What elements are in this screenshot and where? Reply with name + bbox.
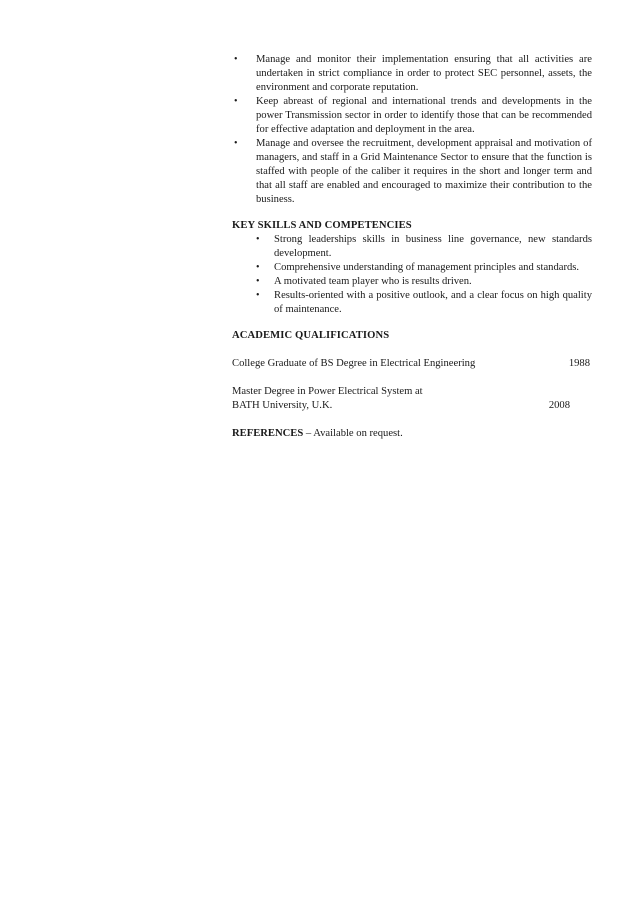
bullet-icon: •	[256, 290, 260, 301]
list-item	[232, 137, 592, 207]
skills-list	[232, 233, 592, 317]
bullet-icon: •	[256, 234, 260, 245]
list-item-text: Strong leaderships skills in business line governance, new standards development.	[274, 234, 592, 259]
responsibilities-list	[232, 53, 592, 207]
list-item	[232, 53, 592, 95]
bullet-icon: •	[234, 138, 238, 149]
list-item-text: A motivated team player who is results driven.	[274, 276, 472, 287]
qualification-masters	[232, 385, 592, 413]
qualification-institution: BATH University, U.K.	[232, 400, 333, 411]
list-item	[232, 233, 592, 261]
academic-heading: ACADEMIC QUALIFICATIONS	[232, 330, 390, 341]
list-item-text: Comprehensive understanding of management principles and standards.	[274, 262, 580, 273]
references-label: REFERENCES	[232, 428, 304, 439]
bullet-icon: •	[234, 54, 238, 65]
references	[232, 427, 592, 441]
list-item-text: Results-oriented with a positive outlook, and a clear focus on high quality of maintenance.	[274, 290, 592, 315]
list-item-text: Manage and monitor their implementation ensuring that all activities are undertaken in strict compliance in order to protect SEC personnel, assets, the environment and corporate reputation.	[256, 54, 592, 93]
resume-page	[232, 53, 592, 441]
qualification-text: Master Degree in Power Electrical System at	[232, 386, 423, 397]
list-item-text: Manage and oversee the recruitment, development appraisal and motivation of managers, and staff in a Grid Maintenance Sector to ensure that the function is staffed with people of the caliber it requires in the short and longer term and that all staff are enabled and encouraged to maximize their contribution to the business.	[256, 138, 592, 205]
references-text: – Available on request.	[303, 428, 403, 439]
list-item	[232, 95, 592, 137]
list-item	[232, 275, 592, 289]
qualification-year: 2008	[548, 400, 570, 411]
bullet-icon: •	[234, 96, 238, 107]
qualification-bs	[232, 357, 592, 371]
skills-heading: KEY SKILLS AND COMPETENCIES	[232, 220, 412, 231]
list-item	[232, 261, 592, 275]
list-item-text: Keep abreast of regional and international trends and developments in the power Transmission sector in order to identify those that can be recommended for effective adaptation and deployment in the area.	[256, 96, 592, 135]
qualification-text: College Graduate of BS Degree in Electrical Engineering	[232, 358, 476, 369]
bullet-icon: •	[256, 262, 260, 273]
qualification-year: 1988	[568, 358, 590, 369]
list-item	[232, 289, 592, 317]
bullet-icon: •	[256, 276, 260, 287]
